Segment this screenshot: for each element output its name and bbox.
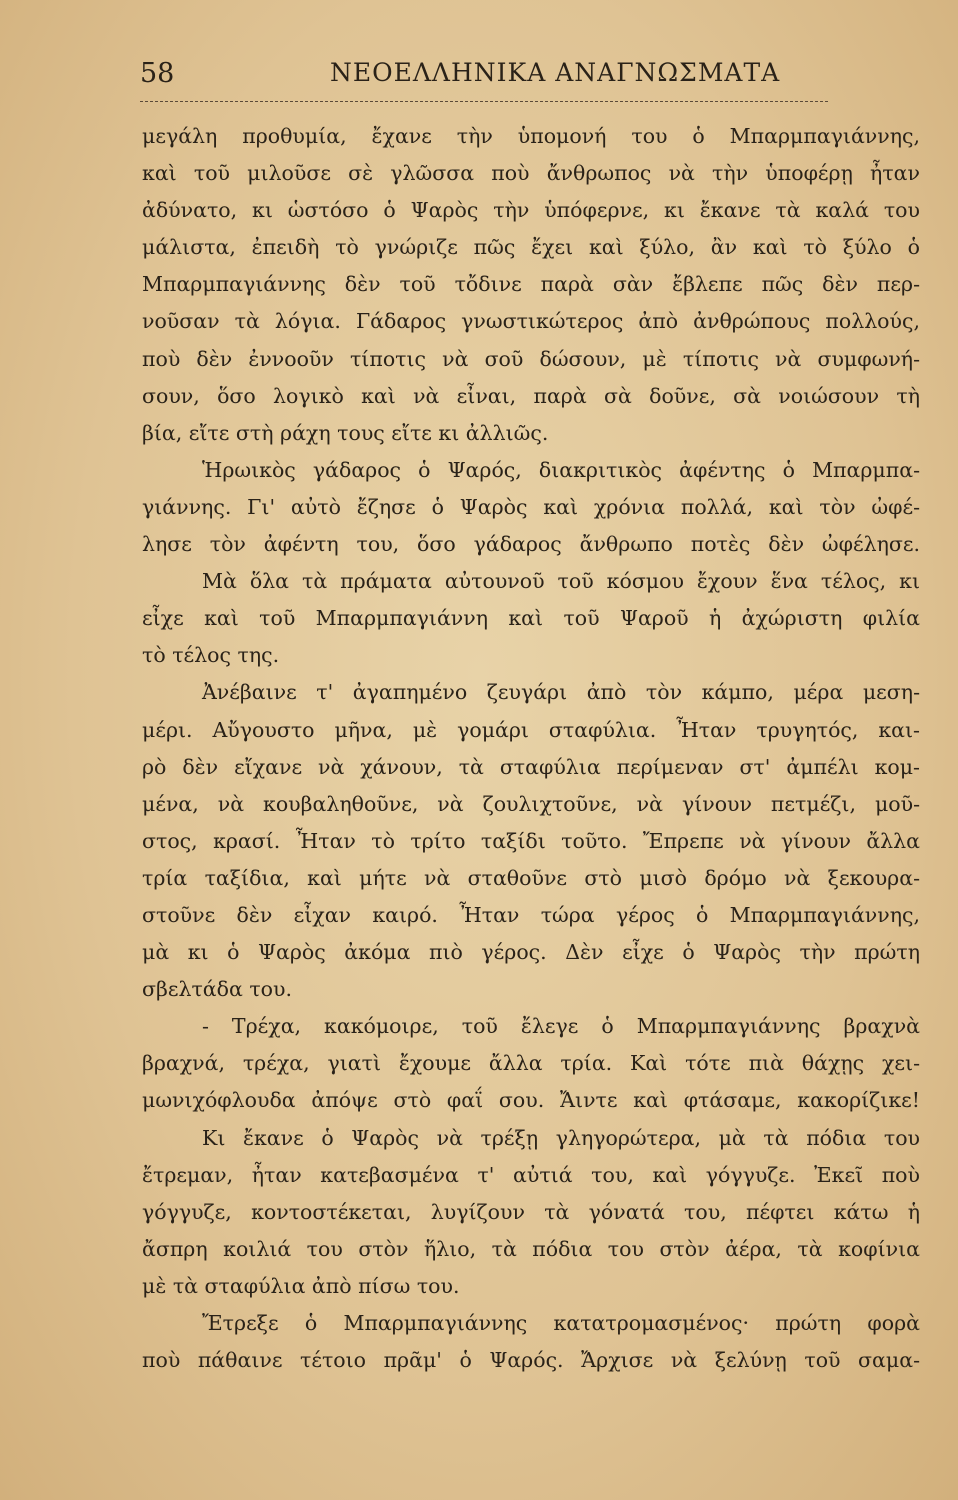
text-line: τρία ταξίδια, καὶ μήτε νὰ σταθοῦνε στὸ μισὸ δρόμο νὰ ξεκουρα- [142, 865, 920, 890]
text-line: στοῦνε δὲν εἶχαν καιρό. Ἦταν τώρα γέρος ὁ Μπαρμπαγιάννης, [142, 902, 920, 927]
text-line: ἀδύνατο, κι ὡστόσο ὁ Ψαρὸς τὴν ὑπόφερνε, κι ἔκανε τὰ καλά του [142, 198, 920, 223]
text-line: Ἡρωικὸς γάδαρος ὁ Ψαρός, διακριτικὸς ἀφέντης ὁ Μπαρμπα- [202, 457, 920, 482]
page-header [140, 58, 830, 102]
text-line: μάλιστα, ἐπειδὴ τὸ γνώριζε πῶς ἔχει καὶ ξύλο, ἂν καὶ τὸ ξύλο ὁ [142, 235, 920, 260]
text-line: καὶ τοῦ μιλοῦσε σὲ γλῶσσα ποὺ ἄνθρωπος νὰ τὴν ὑποφέρῃ ἦταν [142, 161, 920, 186]
text-line: μωνιχόφλουδα ἀπόψε στὸ φαΐ σου. Ἄιντε καὶ φτάσαμε, κακορίζικε! [142, 1088, 920, 1113]
text-line: μεγάλη προθυμία, ἔχανε τὴν ὑπομονή του ὁ Μπαρμπαγιάννης, [142, 124, 920, 148]
text-line: μέρι. Αὔγουστο μῆνα, μὲ γομάρι σταφύλια. Ἦταν τρυγητός, και- [142, 717, 920, 742]
text-line: νοῦσαν τὰ λόγια. Γάδαρος γνωστικώτερος ἀπὸ ἀνθρώπους πολλούς, [142, 309, 920, 334]
text-line: εἶχε καὶ τοῦ Μπαρμπαγιάννη καὶ τοῦ Ψαροῦ ἡ ἀχώριστη φιλία [142, 606, 920, 631]
text-line: ποὺ πάθαινε τέτοιο πρᾶμ' ὁ Ψαρός. Ἄρχισε νὰ ξελύνῃ τοῦ σαμα- [142, 1348, 920, 1373]
body-text [142, 118, 920, 1379]
text-line: μὲ τὰ σταφύλια ἀπὸ πίσω του. [142, 1273, 460, 1298]
text-line: ἔτρεμαν, ἦταν κατεβασμένα τ' αὐτιά του, καὶ γόγγυζε. Ἐκεῖ ποὺ [142, 1162, 920, 1187]
text-line: σβελτάδα του. [142, 977, 293, 1002]
text-line: Ἀνέβαινε τ' ἀγαπημένο ζευγάρι ἀπὸ τὸν κάμπο, μέρα μεση- [202, 680, 920, 705]
page-number: 58 [140, 58, 175, 89]
text-line: μὰ κι ὁ Ψαρὸς ἀκόμα πιὸ γέρος. Δὲν εἶχε ὁ Ψαρὸς τὴν πρώτη [142, 940, 920, 965]
header-rule [140, 101, 828, 102]
text-line: βία, εἴτε στὴ ράχη τους εἴτε κι ἀλλιῶς. [142, 420, 549, 445]
text-line: Μπαρμπαγιάννης δὲν τοῦ τὄδινε παρὰ σὰν ἔβλεπε πῶς δὲν περ- [142, 272, 920, 297]
text-line: γιάννης. Γι' αὐτὸ ἔζησε ὁ Ψαρὸς καὶ χρόνια πολλά, καὶ τὸν ὠφέ- [142, 494, 920, 519]
text-line: Ἔτρεξε ὁ Μπαρμπαγιάννης κατατρομασμένος· πρώτη φορὰ [202, 1311, 920, 1335]
text-line: Κι ἔκανε ὁ Ψαρὸς νὰ τρέξῃ γληγορώτερα, μὰ τὰ πόδια του [202, 1125, 920, 1150]
text-line: Μὰ ὅλα τὰ πράματα αὐτουνοῦ τοῦ κόσμου ἔχουν ἕνα τέλος, κι [202, 569, 920, 594]
text-line: στος, κρασί. Ἦταν τὸ τρίτο ταξίδι τοῦτο. Ἔπρεπε νὰ γίνουν ἄλλα [142, 828, 920, 853]
text-line: σουν, ὅσο λογικὸ καὶ νὰ εἶναι, παρὰ σὰ δοῦνε, σὰ νοιώσουν τὴ [142, 383, 920, 408]
running-title: ΝΕΟΕΛΛΗΝΙΚΑ ΑΝΑΓΝΩΣΜΑΤΑ [330, 58, 781, 87]
text-line: λησε τὸν ἀφέντη του, ὅσο γάδαρος ἄνθρωπο ποτὲς δὲν ὠφέλησε. [142, 532, 920, 557]
text-line: γόγγυζε, κοντοστέκεται, λυγίζουν τὰ γόνατά του, πέφτει κάτω ἡ [142, 1199, 920, 1224]
text-line: μένα, νὰ κουβαληθοῦνε, νὰ ζουλιχτοῦνε, νὰ γίνουν πετμέζι, μοῦ- [142, 791, 920, 816]
text-line: τὸ τέλος της. [142, 643, 280, 668]
text-line: - Τρέχα, κακόμοιρε, τοῦ ἔλεγε ὁ Μπαρμπαγιάννης βραχνὰ [202, 1014, 920, 1039]
text-line: ρὸ δὲν εἴχανε νὰ χάνουν, τὰ σταφύλια περίμεναν στ' ἀμπέλι κομ- [142, 754, 920, 779]
text-line: βραχνά, τρέχα, γιατὶ ἔχουμε ἄλλα τρία. Καὶ τότε πιὰ θάχῃς χει- [142, 1051, 920, 1076]
text-line: ἄσπρη κοιλιά του στὸν ἥλιο, τὰ πόδια του στὸν ἀέρα, τὰ κοφίνια [142, 1236, 920, 1261]
text-line: ποὺ δὲν ἐννοοῦν τίποτις νὰ σοῦ δώσουν, μὲ τίποτις νὰ συμφωνή- [142, 346, 920, 371]
